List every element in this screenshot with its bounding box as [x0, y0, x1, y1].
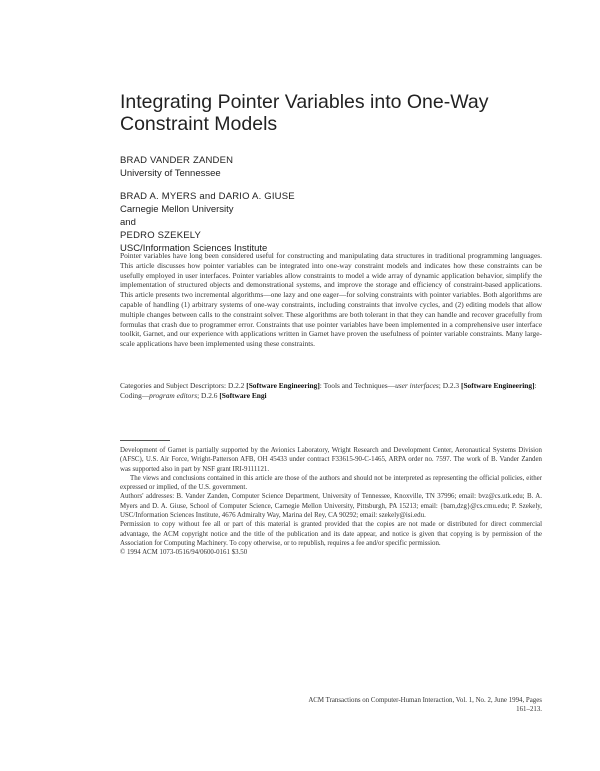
- subject-descriptors: [120, 381, 542, 401]
- author-block: [120, 154, 520, 255]
- footnote-funding: Development of Garnet is partially supported by the Avionics Laboratory, Wright Research and Development Center, Aeronautical Systems Division (AFSC), U.S. Air Force, Wright-Patterson AFB, OH 45433 under contract F33615-90-C-1465, ARPA order no. 7597. The work of B. Vander Zanden was supported also in part by NSF grant IRI-9111121.: [120, 447, 542, 473]
- subjects-part-4: : Coding—: [120, 381, 537, 400]
- footnote-rule: [120, 440, 170, 441]
- subjects-part-5: ; D.2.6: [197, 391, 220, 400]
- subjects-bold-2: [Software Engineering]: [460, 381, 535, 390]
- author-and: and: [120, 217, 136, 228]
- footnote-disclaimer: The views and conclusions contained in this article are those of the authors and should not be interpreted as representing the official policies, either expressed or implied, of the U.S. government.: [120, 474, 542, 492]
- journal-citation: ACM Transactions on Computer-Human Interaction, Vol. 1, No. 2, June 1994, Pages 161–213.: [308, 697, 542, 713]
- author-1-name: BRAD VANDER ZANDEN: [120, 155, 234, 166]
- footnote-addresses: Authors' addresses: B. Vander Zanden, Computer Science Department, University of Tennessee, Knoxville, TN 37996; email: bvz@cs.utk.edu; B. A. Myers and D. A. Giuse, School of Computer Science, Carnegie Mellon University, Pittsburgh, PA 15213; email: {bam,dzg}@cs.cmu.edu; P. Szekely, USC/Information Sciences Institute, 4676 Admiralty Way, Marina del Rey, CA 90292; email: szekely@isi.edu.: [120, 493, 542, 520]
- subjects-bold-3: [Software Engi: [219, 391, 267, 400]
- author-2-affiliation: Carnegie Mellon University: [120, 204, 234, 215]
- footnote-permission: Permission to copy without fee all or part of this material is granted provided that the copies are not made or distributed for direct commercial advantage, the ACM copyright notice and the title of the publication and its date appear, and notice is given that copying is by permission of the Association for Computing Machinery. To copy otherwise, or to republish, requires a fee and/or specific permission.: [120, 521, 542, 547]
- subjects-italic-1: user interfaces: [395, 381, 439, 390]
- footnotes: [120, 446, 542, 558]
- footnote-copyright: © 1994 ACM 1073-0516/94/0600-0161 $3.50: [120, 549, 248, 557]
- author-gap: [120, 180, 520, 190]
- subjects-part-3: ; D.2.3: [438, 381, 461, 390]
- subjects-part-2: : Tools and Techniques—: [319, 381, 396, 390]
- subjects-italic-2: program editors: [149, 391, 198, 400]
- author-2-names: BRAD A. MYERS and DARIO A. GIUSE: [120, 191, 295, 202]
- author-3-name: PEDRO SZEKELY: [120, 230, 202, 241]
- author-1-affiliation: University of Tennessee: [120, 168, 221, 179]
- author-3-affiliation: USC/Information Sciences Institute: [120, 243, 268, 254]
- subjects-bold-1: [Software Engineering]: [246, 381, 320, 390]
- subjects-prefix: Categories and Subject Descriptors: D.2.2: [120, 381, 247, 390]
- abstract: Pointer variables have long been considered useful for constructing and manipulating data structures in traditional programming languages. This article discusses how pointer variables can be integrated into one-way constraint models and indicates how these constraints can be usefully employed in user interfaces. Pointer variables allow constraints to model a wide array of dynamic application behavior, simplify the implementation of structured objects and demonstrational systems, and improve the storage and efficiency of constraint-based applications. This article presents two incremental algorithms—one lazy and one eager—for solving constraints with pointer variables. Both algorithms are capable of handling (1) arbitrary systems of one-way constraints, including constraints that involve cycles, and (2) editing models that allow multiple changes between calls to the constraint solver. These algorithms are both tolerant in that they can handle and recover gracefully from formulas that crash due to programmer error. Constraints that use pointer variables have been implemented in a comprehensive user interface toolkit, Garnet, and our experience with applications written in Garnet have proven the usefulness of pointer variable constraints. Many large-scale applications have been implemented using these constraints.: [120, 251, 542, 349]
- paper-title: Integrating Pointer Variables into One-Way Constraint Models: [120, 91, 489, 136]
